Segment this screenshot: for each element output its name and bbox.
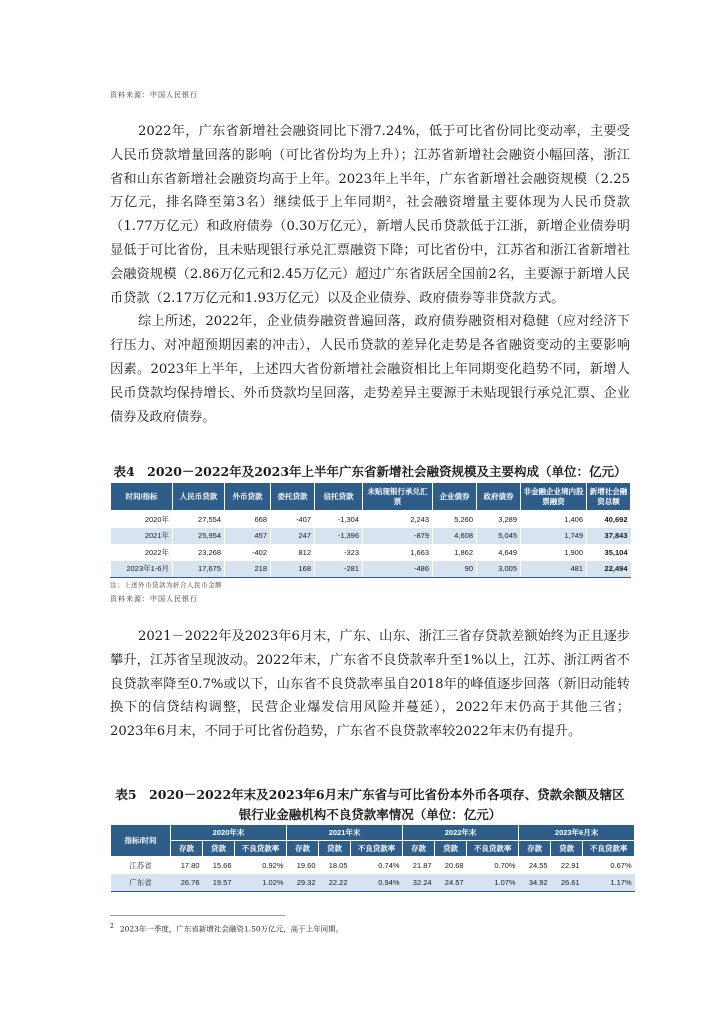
table5-period: 2022年末 — [403, 825, 519, 841]
table5-subheader: 不良贷款率 — [235, 841, 287, 857]
table5-cell: 0.92% — [235, 857, 287, 875]
table5-cell: 19.60 — [287, 857, 319, 875]
table4-header: 信托贷款 — [315, 483, 363, 511]
table5-corner: 指标/时间 — [111, 825, 171, 857]
table4-cell: 17,675 — [173, 561, 225, 578]
table4-header: 外币贷款 — [225, 483, 271, 511]
table4-cell: 668 — [225, 511, 271, 528]
table5-caption-line1: 表5 2020－2022年末及2023年6月末广东省与可比省份本外币各项存、贷款余额及辖区 — [115, 787, 625, 802]
table4-cell: 40,692 — [587, 511, 631, 528]
table4-cell: -1,304 — [315, 511, 363, 528]
table4-cell: 1,749 — [521, 528, 587, 545]
table4-cell: 5,260 — [433, 511, 477, 528]
table4-cell: 247 — [271, 528, 315, 545]
table4-cell: 25,954 — [173, 528, 225, 545]
table5-cell: 24.57 — [435, 874, 467, 892]
paragraph-1: 2022年，广东省新增社会融资同比下滑7.24%，低于可比省份同比变动率，主要受人民币贷款增量回落的影响（可比省份均为上升）；江苏省新增社会融资小幅回落，浙江省和山东省新增社会融资均高于上年。2023年上半年，广东省新增社会融资规模（2.25万亿元，排名降至第3名）继续低于上年同期²，社会融资增量主要体现为人民币贷款（1.77万亿元）和政府债券（0.30万亿元），新增人民币贷款低于江浙，新增企业债券明显低于可比省份，且未贴现银行承兑汇票融资下降；可比省份中，江苏省和浙江省新增社会融资规模（2.86万亿元和2.45万亿元）超过广东省跃居全国前2名，主要源于新增人民币贷款（2.17万亿元和1.93万亿元）以及企业债券、政府债券等非贷款方式。 — [110, 124, 630, 306]
paragraph-2: 综上所述，2022年，企业债券融资普遍回落，政府债券融资相对稳健（应对经济下行压力、对冲超预期因素的冲击），人民币贷款的差异化走势是各省融资变动的主要影响因素。2023年上半年，上述四大省份新增社会融资相比上年同期变化趋势不同，新增人民币贷款均保持增长、外币贷款均呈回落，走势差异主要源于未贴现银行承兑汇票、企业债券及政府债券。 — [110, 314, 630, 425]
table4-cell: 5,045 — [477, 528, 521, 545]
footnote-text: 2023年一季度，广东省新增社会融资1.50万亿元，高于上年同期。 — [119, 924, 344, 934]
body-text-top — [110, 120, 630, 429]
footnote — [110, 923, 343, 935]
table5-subheader: 存款 — [519, 841, 551, 857]
table5-header-row — [111, 825, 635, 841]
table4-cell: 27,554 — [173, 511, 225, 528]
table5-period: 2023年6月末 — [519, 825, 635, 841]
table4-cell: 812 — [271, 544, 315, 561]
table4-cell: 2021年 — [111, 528, 173, 545]
table4-row — [111, 561, 631, 578]
table4-header: 政府债券 — [477, 483, 521, 511]
table4-cell: -402 — [225, 544, 271, 561]
table5-cell: 17.80 — [171, 857, 203, 875]
table4-cell: 457 — [225, 528, 271, 545]
table5-cell: 15.66 — [203, 857, 235, 875]
table5-cell: 0.67% — [583, 857, 635, 875]
table5-cell: 22.22 — [319, 874, 351, 892]
table4 — [110, 482, 631, 578]
table5-cell: 26.61 — [551, 874, 583, 892]
table4-header: 非金融企业境内股票融资 — [521, 483, 587, 511]
table5-cell: 0.74% — [351, 857, 403, 875]
table5-subheader: 存款 — [287, 841, 319, 857]
table5 — [110, 824, 635, 892]
table4-cell: 22,494 — [587, 561, 631, 578]
table4-note: 注：上述外币贷款为折合人民币金额 — [110, 581, 222, 589]
table5-cell: 22.91 — [551, 857, 583, 875]
table4-cell: 4,608 — [433, 528, 477, 545]
table4-cell: -879 — [363, 528, 433, 545]
table4-header-row — [111, 483, 631, 511]
table5-subheader: 贷款 — [551, 841, 583, 857]
table4-cell: 35,104 — [587, 544, 631, 561]
table4-cell: 168 — [271, 561, 315, 578]
table5-cell: 广东省 — [111, 874, 171, 892]
table5-cell: 0.94% — [351, 874, 403, 892]
table4-header: 人民币贷款 — [173, 483, 225, 511]
table5-subheader: 贷款 — [435, 841, 467, 857]
table4-header: 时间/指标 — [111, 483, 173, 511]
table5-cell: 24.55 — [519, 857, 551, 875]
table5-subheader: 贷款 — [319, 841, 351, 857]
table5-subheader: 不良贷款率 — [583, 841, 635, 857]
table5-subheader: 存款 — [403, 841, 435, 857]
table5-cell: 20.68 — [435, 857, 467, 875]
table4-cell: 1,406 — [521, 511, 587, 528]
table5-cell: 29.32 — [287, 874, 319, 892]
table4-cell: 218 — [225, 561, 271, 578]
footnote-mark: 2 — [110, 923, 114, 930]
table4-cell: 2022年 — [111, 544, 173, 561]
table5-cell: 21.87 — [403, 857, 435, 875]
table5-cell: 1.02% — [235, 874, 287, 892]
table5-row — [111, 857, 635, 875]
table5-cell: 0.70% — [467, 857, 519, 875]
table4-cell: 481 — [521, 561, 587, 578]
table4-source: 资料来源：中国人民银行 — [110, 595, 198, 603]
table4-cell: -1,396 — [315, 528, 363, 545]
table4-header: 未贴现银行承兑汇票 — [363, 483, 433, 511]
table4-cell: 3,005 — [477, 561, 521, 578]
table5-cell: 34.92 — [519, 874, 551, 892]
table5-subheader: 存款 — [171, 841, 203, 857]
table4-cell: -323 — [315, 544, 363, 561]
table4-caption: 表4 2020－2022年及2023年上半年广东省新增社会融资规模及主要构成（单位：亿元） — [113, 464, 627, 479]
table5-cell: 18.05 — [319, 857, 351, 875]
table5-cell: 1.07% — [467, 874, 519, 892]
footnote-divider — [110, 915, 285, 916]
table4-cell: 4,649 — [477, 544, 521, 561]
body-text-mid — [110, 625, 630, 744]
table4-header: 新增社会融资总额 — [587, 483, 631, 511]
table5-cell: 19.57 — [203, 874, 235, 892]
table4-header: 委托贷款 — [271, 483, 315, 511]
table4-cell: 2020年 — [111, 511, 173, 528]
table4-cell: -281 — [315, 561, 363, 578]
table4-row — [111, 511, 631, 528]
table5-subheader-row — [111, 841, 635, 857]
table4-cell: 3,289 — [477, 511, 521, 528]
table4-cell: 1,663 — [363, 544, 433, 561]
table5-cell: 江苏省 — [111, 857, 171, 875]
table4-header: 企业债券 — [433, 483, 477, 511]
table4-cell: -486 — [363, 561, 433, 578]
table4-cell: -407 — [271, 511, 315, 528]
table4-row — [111, 528, 631, 545]
table4-cell: 23,268 — [173, 544, 225, 561]
table4-row — [111, 544, 631, 561]
table4-cell: 37,843 — [587, 528, 631, 545]
paragraph-3: 2021－2022年及2023年6月末，广东、山东、浙江三省存贷款差额始终为正且逐步攀升，江苏省呈现波动。2022年末，广东省不良贷款率升至1%以上，江苏、浙江两省不良贷款率降至0.7%或以下，山东省不良贷款率虽自2018年的峰值逐步回落（新旧动能转换下的信贷结构调整，民营企业爆发信用风险并蔓延），2022年末仍高于其他三省；2023年6月末，不同于可比省份趋势，广东省不良贷款率较2022年末仍有提升。 — [110, 629, 630, 740]
table4-cell: 2,243 — [363, 511, 433, 528]
table5-cell: 26.76 — [171, 874, 203, 892]
table4-cell: 1,862 — [433, 544, 477, 561]
table4-cell: 2023年1-6月 — [111, 561, 173, 578]
table5-period: 2020年末 — [171, 825, 287, 841]
table5-subheader: 贷款 — [203, 841, 235, 857]
table5-subheader: 不良贷款率 — [351, 841, 403, 857]
table5-subheader: 不良贷款率 — [467, 841, 519, 857]
table5-caption-line2: 银行业金融机构不良贷款率情况（单位：亿元） — [238, 807, 502, 822]
table5-cell: 32.24 — [403, 874, 435, 892]
table4-cell: 90 — [433, 561, 477, 578]
table5-cell: 1.17% — [583, 874, 635, 892]
source-note-top: 资料来源：中国人民银行 — [110, 91, 198, 99]
table5-row — [111, 874, 635, 892]
table4-cell: 1,900 — [521, 544, 587, 561]
table5-period: 2021年末 — [287, 825, 403, 841]
